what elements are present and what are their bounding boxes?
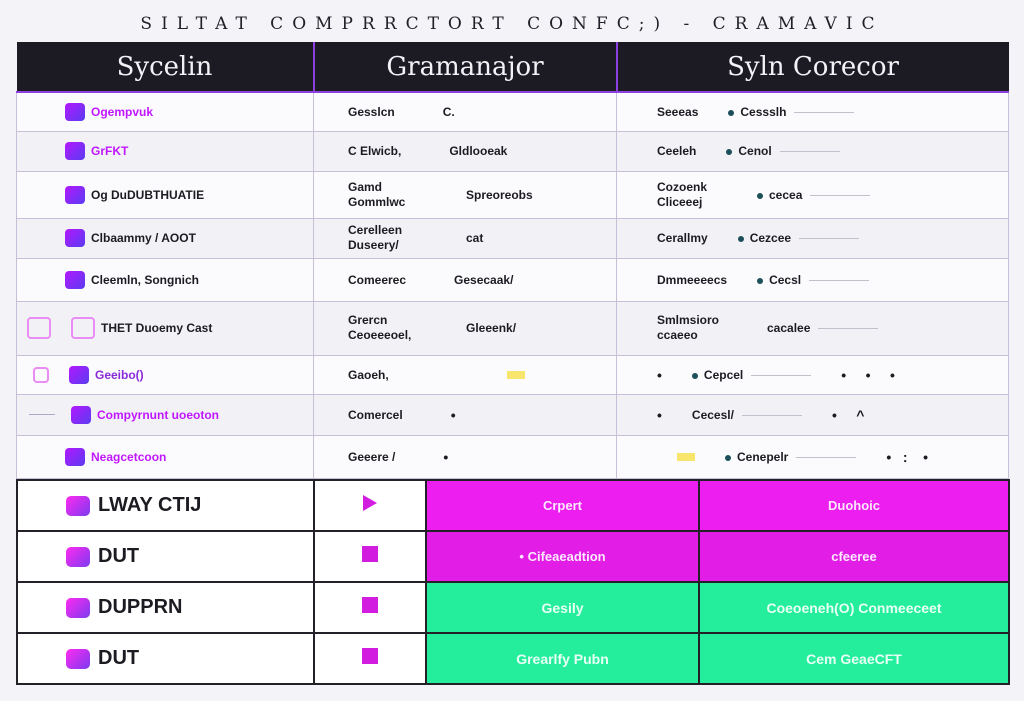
row-label: Ogempvuk [91, 104, 154, 119]
cell-value: cecea [769, 187, 803, 202]
cell-value: Dmmeeeecs [657, 272, 728, 287]
status-cell[interactable]: • Cifeaeadtion [426, 531, 699, 582]
status-cell[interactable]: Cem GeaeCFT [699, 633, 1009, 684]
tag-icon [71, 317, 95, 339]
status-dot-icon [692, 373, 698, 379]
table-row[interactable] [17, 582, 1009, 633]
cell-value: Gesecaak/ [454, 272, 514, 287]
cell-value: Gleeenk/ [466, 321, 517, 335]
tag-icon [65, 103, 85, 121]
status-dot-icon [757, 193, 763, 199]
cell-value: Seeeas [657, 104, 699, 119]
cell-value: Cerelleen Duseery/ [348, 223, 403, 252]
table-row[interactable]: Geeibo() Gaoeh, • Cepcel • • • [17, 355, 1009, 394]
cell-value: Cerallmy [657, 231, 708, 245]
table-row[interactable] [17, 92, 1009, 131]
cell-value: Comeerec [348, 272, 407, 287]
tag-icon [66, 598, 90, 618]
table-row[interactable] [17, 131, 1009, 171]
page-title: SILTAT COMPRRCTORT CONFC;) - CRAMAVIC [140, 14, 884, 34]
tag-icon [65, 142, 85, 160]
column-header-gramanajor[interactable]: Gramanajor [314, 42, 617, 92]
cell-value: C. [442, 104, 455, 119]
tag-icon [65, 448, 85, 466]
row-label: Og DuDUBTHUATIE [91, 187, 205, 202]
table-row[interactable] [17, 480, 1009, 531]
row-label: DUT [98, 545, 140, 567]
cell-value: Gamd Gommlwc [348, 179, 406, 209]
status-dot-icon [725, 455, 731, 461]
tag-icon [66, 547, 90, 567]
column-header-syln-corecor[interactable]: Syln Corecor [617, 42, 1009, 92]
cell-value: Cenol [738, 144, 772, 158]
row-label: DUPPRN [98, 596, 183, 618]
cell-value: Gaoeh, [348, 367, 389, 382]
table-row[interactable] [17, 171, 1009, 218]
row-label: Cleemln, Songnich [91, 272, 200, 287]
tag-icon [66, 649, 90, 669]
cell-value: Cenepelr [737, 449, 789, 464]
table-row[interactable] [17, 258, 1009, 301]
table-row[interactable]: Neagcetcoon Geeere / • Cenepelr • : • [17, 435, 1009, 478]
row-label: THET Duoemy Cast [101, 321, 213, 335]
table-row[interactable] [17, 218, 1009, 258]
highlight-marker [677, 453, 695, 461]
comparison-table [16, 42, 1009, 479]
dash-icon [29, 414, 55, 415]
status-table [16, 479, 1010, 685]
table-row[interactable] [17, 633, 1009, 684]
tag-icon [65, 229, 85, 247]
cell-value: Cepcel [703, 367, 744, 382]
cell-value: cat [466, 231, 484, 245]
row-label: DUT [98, 647, 140, 669]
tag-icon [65, 186, 85, 204]
cell-value: Ceeleh [657, 144, 697, 158]
cell-value: Geeere / [348, 449, 396, 464]
cell-value: Cecesl/ [691, 407, 734, 422]
status-cell[interactable]: Duohoic [699, 480, 1009, 531]
checkbox-icon[interactable] [27, 317, 51, 339]
cell-value: Comercel [348, 407, 403, 422]
stop-icon[interactable] [362, 546, 378, 562]
stop-icon[interactable] [362, 597, 378, 613]
cell-value: Gesslcn [348, 104, 395, 119]
status-cell[interactable]: Coeoeneh(O) Conmeeceet [699, 582, 1009, 633]
cell-value: Cezcee [749, 231, 792, 245]
status-dot-icon [726, 149, 732, 155]
tag-icon [66, 496, 90, 516]
status-dot-icon [738, 236, 744, 242]
table-row[interactable] [17, 301, 1009, 355]
cell-value: Cessslh [740, 104, 787, 119]
stop-icon[interactable] [362, 648, 378, 664]
tag-icon [71, 406, 91, 424]
row-label: Compyrnunt uoeoton [97, 407, 219, 422]
highlight-marker [507, 371, 525, 379]
cell-value: Cozoenk Cliceeej [657, 179, 708, 209]
row-label: Geeibo() [95, 367, 144, 382]
cell-value: cacalee [767, 321, 811, 335]
cell-value: Spreoreobs [466, 187, 533, 202]
status-cell[interactable]: Gesily [426, 582, 699, 633]
row-label: Clbaammy / AOOT [91, 231, 196, 245]
column-header-sycelin[interactable]: Sycelin [17, 42, 314, 92]
status-cell[interactable]: cfeeree [699, 531, 1009, 582]
cell-value: C Elwicb, [348, 144, 402, 158]
tag-icon [69, 366, 89, 384]
checkbox-icon[interactable] [33, 367, 49, 383]
status-cell[interactable]: Grearlfy Pubn [426, 633, 699, 684]
table-row[interactable]: Compyrnunt uoeoton Comercel • • Cecesl/ • ^ [17, 394, 1009, 435]
cell-value: Cecsl [769, 272, 802, 287]
cell-value: Gldlooeak [449, 144, 508, 158]
table-row[interactable] [17, 531, 1009, 582]
row-label: LWAY CTIJ [98, 494, 202, 516]
status-cell[interactable]: Crpert [426, 480, 699, 531]
cell-value: Smlmsioro ccaeeo [657, 313, 720, 342]
tag-icon [65, 271, 85, 289]
row-label: Neagcetcoon [91, 449, 167, 464]
row-label: GrFKT [91, 144, 129, 158]
status-dot-icon [757, 278, 763, 284]
status-dot-icon [728, 110, 734, 116]
cell-value: Grercn Ceoeeeoel, [348, 313, 412, 342]
play-icon[interactable] [363, 495, 377, 511]
